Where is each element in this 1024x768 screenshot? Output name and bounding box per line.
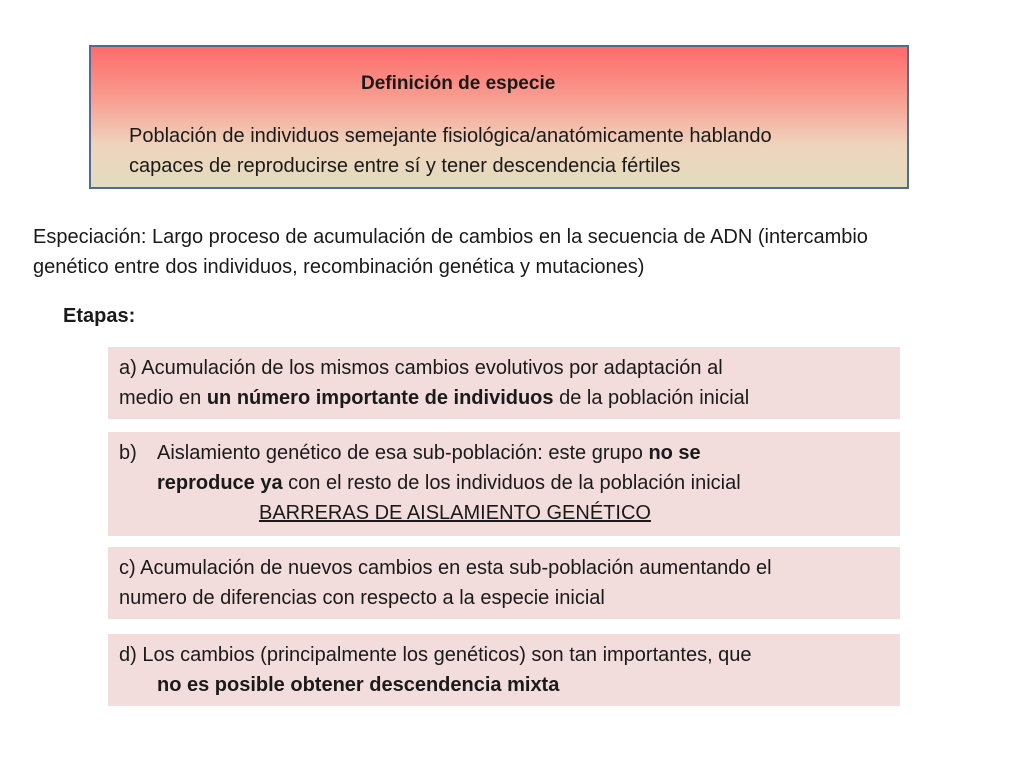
stage-b-emphasis-2: reproduce ya <box>157 472 283 494</box>
stage-d-line-1: d) Los cambios (principalmente los genéticos) son tan importantes, que <box>119 644 752 666</box>
stage-a-emphasis: un número importante de individuos <box>206 387 554 409</box>
speciation-line-2: genético entre dos individuos, recombinación genética y mutaciones) <box>33 256 645 278</box>
stage-a-text-end: de la población inicial <box>553 387 750 409</box>
stage-b-line-1 <box>119 438 890 468</box>
stage-b-emphasis-1: no se <box>648 442 701 464</box>
stage-c-line-1: c) Acumulación de nuevos cambios en esta sub-población aumentando el <box>119 557 772 579</box>
stage-c-line-2: numero de diferencias con respecto a la especie inicial <box>119 587 605 609</box>
definition-line-1: Población de individuos semejante fisiológica/anatómicamente hablando <box>129 125 772 147</box>
speciation-paragraph <box>33 222 1008 282</box>
stage-b-box <box>108 432 900 536</box>
stage-b-line-2 <box>119 468 890 498</box>
definition-title: Definición de especie <box>361 73 556 94</box>
stage-d-box <box>108 634 900 706</box>
speciation-line-1: Especiación: Largo proceso de acumulación de cambios en la secuencia de ADN (intercambio <box>33 226 868 248</box>
stage-a-text: medio en <box>119 387 207 409</box>
definition-box <box>89 45 909 189</box>
stages-heading: Etapas: <box>63 305 136 327</box>
definition-line-2: capaces de reproducirse entre sí y tener descendencia fértiles <box>129 155 681 177</box>
stage-a-line-2 <box>119 383 890 413</box>
definition-text <box>129 121 772 181</box>
stage-b-text-end: con el resto de los individuos de la población inicial <box>282 472 741 494</box>
stage-c-box <box>108 547 900 619</box>
stage-a-box <box>108 347 900 419</box>
stage-a-line-1: a) Acumulación de los mismos cambios evolutivos por adaptación al <box>119 357 723 379</box>
stage-b-marker: b) <box>119 442 137 464</box>
stage-b-barrier-label: BARRERAS DE AISLAMIENTO GENÉTICO <box>259 502 651 524</box>
stage-b-text: Aislamiento genético de esa sub-población: este grupo <box>157 442 649 464</box>
stage-d-line-2 <box>119 670 890 700</box>
stage-d-emphasis: no es posible obtener descendencia mixta <box>157 674 560 696</box>
